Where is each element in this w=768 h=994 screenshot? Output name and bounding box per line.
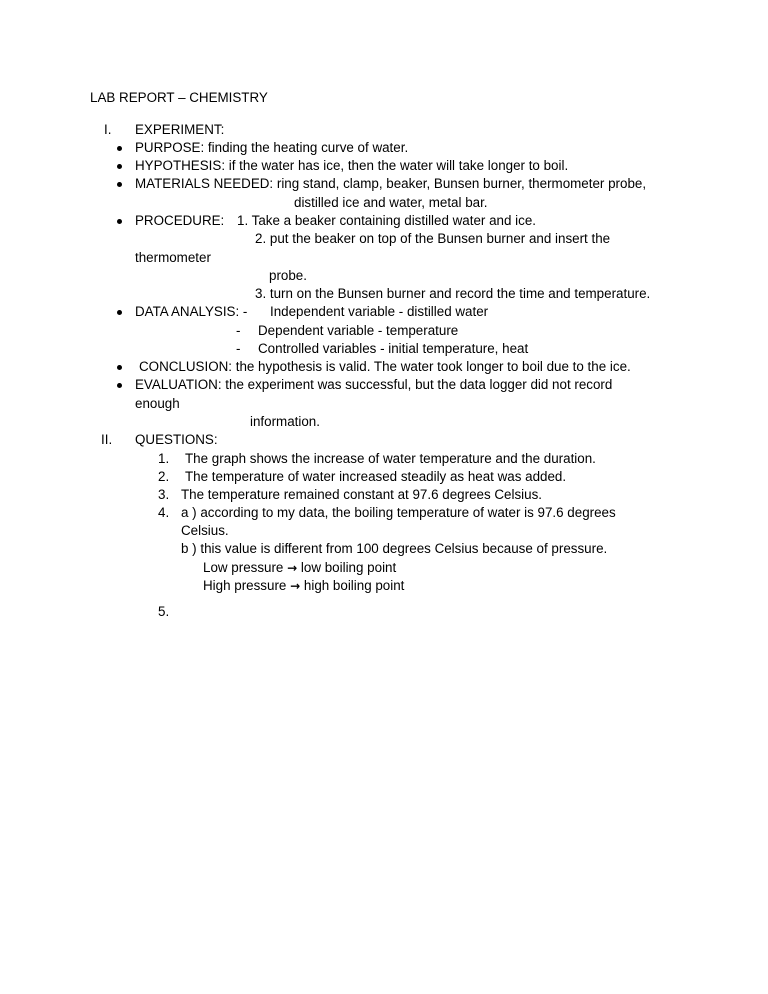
bullet-conclusion bbox=[117, 365, 122, 370]
bullet-hypothesis bbox=[117, 164, 122, 169]
question-2-number: 2. bbox=[158, 469, 170, 484]
low-boiling-point-label: low boiling point bbox=[300, 560, 397, 575]
procedure-step-2-line-2: thermometer bbox=[135, 250, 211, 265]
evaluation-line-3: information. bbox=[250, 414, 320, 429]
section-2-numeral: II. bbox=[101, 432, 113, 447]
bullet-data-analysis bbox=[117, 310, 122, 315]
bullet-procedure bbox=[117, 219, 122, 224]
data-analysis-controlled: Controlled variables - initial temperature, heat bbox=[258, 341, 529, 356]
procedure-step-2-line-1: 2. put the beaker on top of the Bunsen burner and insert the bbox=[255, 231, 611, 246]
evaluation-line-1: EVALUATION: the experiment was successful, but the data logger did not record bbox=[135, 377, 613, 392]
conclusion-text: CONCLUSION: the hypothesis is valid. The water took longer to boil due to the ice. bbox=[139, 359, 631, 374]
data-analysis-label: DATA ANALYSIS: - bbox=[135, 304, 248, 319]
section-2-heading: QUESTIONS: bbox=[135, 432, 218, 447]
procedure-step-3: 3. turn on the Bunsen burner and record the time and temperature. bbox=[255, 286, 651, 301]
question-4b-text: b ) this value is different from 100 degrees Celsius because of pressure. bbox=[181, 541, 608, 556]
question-5-number: 5. bbox=[158, 604, 170, 619]
section-1-heading: EXPERIMENT: bbox=[135, 122, 225, 137]
low-pressure-label: Low pressure bbox=[203, 560, 284, 575]
purpose-text: PURPOSE: finding the heating curve of water. bbox=[135, 140, 409, 155]
data-analysis-dash-3: - bbox=[236, 341, 241, 356]
materials-line-1: MATERIALS NEEDED: ring stand, clamp, beaker, Bunsen burner, thermometer probe, bbox=[135, 176, 647, 191]
question-3-number: 3. bbox=[158, 487, 170, 502]
section-1-numeral: I. bbox=[104, 122, 112, 137]
high-pressure-label: High pressure bbox=[203, 578, 287, 593]
question-2-text: The temperature of water increased steadily as heat was added. bbox=[185, 469, 567, 484]
question-4-number: 4. bbox=[158, 505, 170, 520]
question-1-text: The graph shows the increase of water temperature and the duration. bbox=[185, 451, 596, 466]
procedure-step-2-line-3: probe. bbox=[269, 268, 307, 283]
high-boiling-point-label: high boiling point bbox=[303, 578, 405, 593]
question-4a-line-2: Celsius. bbox=[181, 523, 229, 538]
procedure-step-1: 1. Take a beaker containing distilled water and ice. bbox=[237, 213, 536, 228]
low-pressure-line bbox=[203, 559, 396, 577]
hypothesis-text: HYPOTHESIS: if the water has ice, then the water will take longer to boil. bbox=[135, 158, 569, 173]
question-4a-line-1: a ) according to my data, the boiling temperature of water is 97.6 degrees bbox=[181, 505, 616, 520]
report-title: LAB REPORT – CHEMISTRY bbox=[90, 90, 268, 105]
bullet-materials bbox=[117, 182, 122, 187]
right-arrow-icon: → bbox=[290, 579, 301, 593]
evaluation-line-2: enough bbox=[135, 396, 180, 411]
data-analysis-independent: Independent variable - distilled water bbox=[270, 304, 489, 319]
question-3-text: The temperature remained constant at 97.6 degrees Celsius. bbox=[181, 487, 543, 502]
procedure-label: PROCEDURE: bbox=[135, 213, 225, 228]
data-analysis-dependent: Dependent variable - temperature bbox=[258, 323, 459, 338]
high-pressure-line bbox=[203, 577, 404, 595]
bullet-evaluation bbox=[117, 383, 122, 388]
data-analysis-dash-2: - bbox=[236, 323, 241, 338]
right-arrow-icon: → bbox=[287, 561, 298, 575]
bullet-purpose bbox=[117, 146, 122, 151]
materials-line-2: distilled ice and water, metal bar. bbox=[294, 195, 488, 210]
question-1-number: 1. bbox=[158, 451, 170, 466]
